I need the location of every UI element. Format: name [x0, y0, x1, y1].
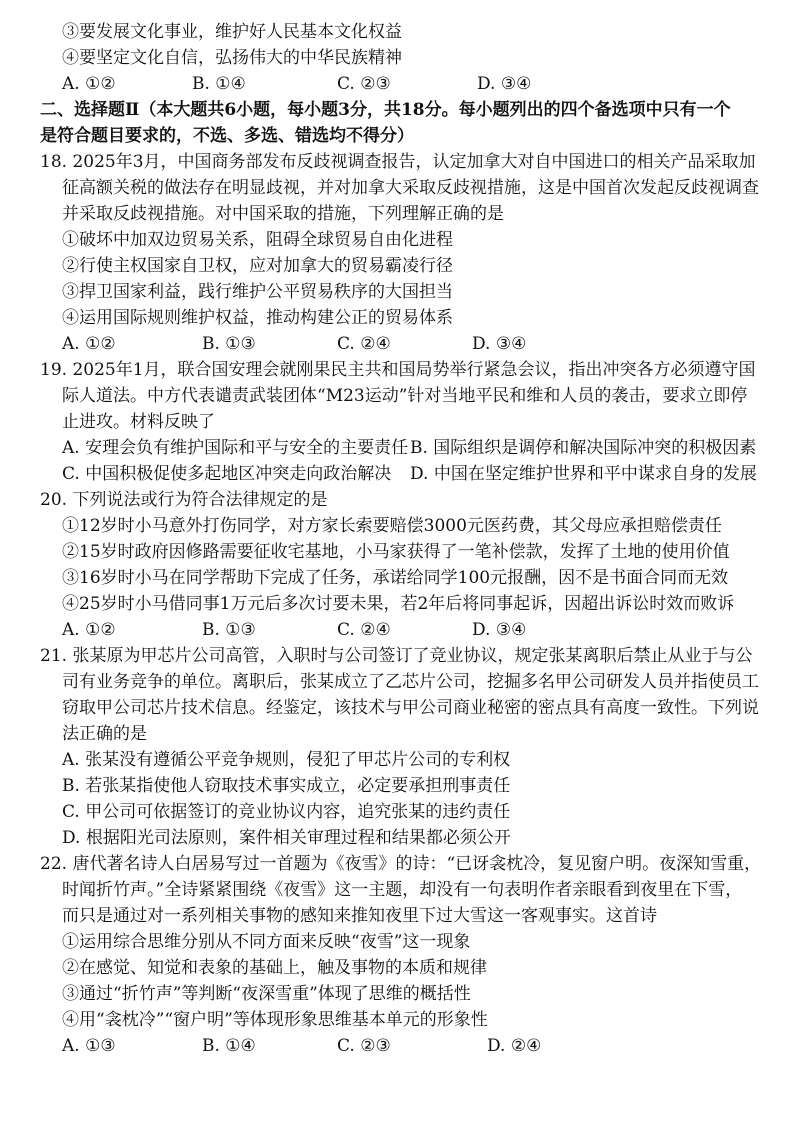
- q18-item-3: ③捍卫国家利益，践行维护公平贸易秩序的大国担当: [62, 282, 453, 302]
- prev-option-a: A. ①②: [62, 74, 116, 94]
- q21-stem-line-2: 司有业务竞争的单位。离职后，张某成立了乙芯片公司，挖掘多名甲公司研发人员并指使员工: [62, 672, 759, 692]
- prev-item-4: ④要坚定文化自信，弘扬伟大的中华民族精神: [62, 48, 402, 68]
- q22-stem-line-3: 而只是通过对一系列相关事物的感知来推知夜里下过大雪这一客观事实。这首诗: [62, 906, 657, 926]
- q21-stem-line-3: 窃取甲公司芯片技术信息。经鉴定，该技术与甲公司商业秘密的密点具有高度一致性。下列说: [62, 698, 759, 718]
- q20-item-2: ②15岁时政府因修路需要征收宅基地，小马家获得了一笔补偿款，发挥了土地的使用价值: [62, 542, 730, 562]
- q21-stem-line-4: 法正确的是: [62, 724, 147, 744]
- q19-option-d: D. 中国在坚定维护世界和平中谋求自身的发展: [410, 464, 757, 484]
- q18-stem-line-2: 征高额关税的做法存在明显歧视，并对加拿大采取反歧视措施，这是中国首次发起反歧视调查: [62, 178, 759, 198]
- prev-option-d: D. ③④: [477, 74, 532, 94]
- prev-option-b: B. ①④: [192, 74, 246, 94]
- section-header-line-2: 是符合题目要求的，不选、多选、错选均不得分）: [40, 126, 414, 146]
- q19-option-c: C. 中国积极促使多起地区冲突走向政治解决: [62, 464, 392, 484]
- q22-option-a: A. ①③: [62, 1036, 116, 1056]
- q22-item-3: ③通过“折竹声”等判断“夜深雪重”体现了思维的概括性: [62, 984, 471, 1004]
- q19-stem-line-1: 19. 2025年1月，联合国安理会就刚果民主共和国局势举行紧急会议，指出冲突各方必须遵守国: [40, 360, 756, 380]
- q19-stem-line-2: 际人道法。中方代表谴责武装团体“M23运动”针对当地平民和维和人员的袭击，要求立即停: [62, 386, 748, 406]
- q22-option-d: D. ②④: [487, 1036, 542, 1056]
- q20-option-d: D. ③④: [472, 620, 527, 640]
- q18-item-2: ②行使主权国家自卫权，应对加拿大的贸易霸凌行径: [62, 256, 453, 276]
- q22-option-c: C. ②③: [337, 1036, 391, 1056]
- q21-option-b: B. 若张某指使他人窃取技术事实成立，必定要承担刑事责任: [62, 776, 511, 796]
- q22-stem-line-1: 22. 唐代著名诗人白居易写过一首题为《夜雪》的诗：“已讶衾枕冷，复见窗户明。夜深知雪重，: [40, 854, 762, 874]
- q20-option-c: C. ②④: [337, 620, 391, 640]
- q21-option-c: C. 甲公司可依据签订的竞业协议内容，追究张某的违约责任: [62, 802, 511, 822]
- q18-item-1: ①破坏中加双边贸易关系，阻碍全球贸易自由化进程: [62, 230, 453, 250]
- q21-option-d: D. 根据阳光司法原则，案件相关审理过程和结果都必须公开: [62, 828, 511, 848]
- q18-item-4: ④运用国际规则维护权益，推动构建公正的贸易体系: [62, 308, 453, 328]
- q20-option-b: B. ①③: [202, 620, 256, 640]
- q19-option-b: B. 国际组织是调停和解决国际冲突的积极因素: [410, 438, 757, 458]
- q22-item-4: ④用“衾枕冷”“窗户明”等体现形象思维基本单元的形象性: [62, 1010, 488, 1030]
- q21-option-a: A. 张某没有遵循公平竞争规则，侵犯了甲芯片公司的专利权: [62, 750, 511, 770]
- q19-stem-line-3: 止进攻。材料反映了: [62, 412, 215, 432]
- prev-item-3: ③要发展文化事业，维护好人民基本文化权益: [62, 22, 402, 42]
- q18-option-d: D. ③④: [472, 334, 527, 354]
- q18-stem-line-1: 18. 2025年3月，中国商务部发布反歧视调查报告，认定加拿大对自中国进口的相关产品采取加: [40, 152, 756, 172]
- q22-option-b: B. ①④: [202, 1036, 256, 1056]
- q19-option-a: A. 安理会负有维护国际和平与安全的主要责任: [62, 438, 409, 458]
- q20-item-4: ④25岁时小马借同事1万元后多次讨要未果，若2年后将同事起诉，因超出诉讼时效而败诉: [62, 594, 735, 614]
- q18-option-c: C. ②④: [337, 334, 391, 354]
- prev-option-c: C. ②③: [337, 74, 391, 94]
- q18-option-b: B. ①③: [202, 334, 256, 354]
- q20-item-1: ①12岁时小马意外打伤同学，对方家长索要赔偿3000元医药费，其父母应承担赔偿责任: [62, 516, 722, 536]
- q18-option-a: A. ①②: [62, 334, 116, 354]
- section-header-line-1: 二、选择题Ⅱ（本大题共6小题，每小题3分，共18分。每小题列出的四个备选项中只有一个: [40, 100, 731, 120]
- q20-stem: 20. 下列说法或行为符合法律规定的是: [40, 490, 328, 510]
- q21-stem-line-1: 21. 张某原为甲芯片公司高管，入职时与公司签订了竞业协议，规定张某离职后禁止从业于与公: [40, 646, 753, 666]
- q22-item-1: ①运用综合思维分别从不同方面来反映“夜雪”这一现象: [62, 932, 471, 952]
- q22-item-2: ②在感觉、知觉和表象的基础上，触及事物的本质和规律: [62, 958, 487, 978]
- q20-item-3: ③16岁时小马在同学帮助下完成了任务，承诺给同学100元报酬，因不是书面合同而无效: [62, 568, 729, 588]
- q20-option-a: A. ①②: [62, 620, 116, 640]
- q22-stem-line-2: 时闻折竹声。”全诗紧紧围绕《夜雪》这一主题，却没有一句表明作者亲眼看到夜里在下雪，: [62, 880, 743, 900]
- q18-stem-line-3: 并采取反歧视措施。对中国采取的措施，下列理解正确的是: [62, 204, 504, 224]
